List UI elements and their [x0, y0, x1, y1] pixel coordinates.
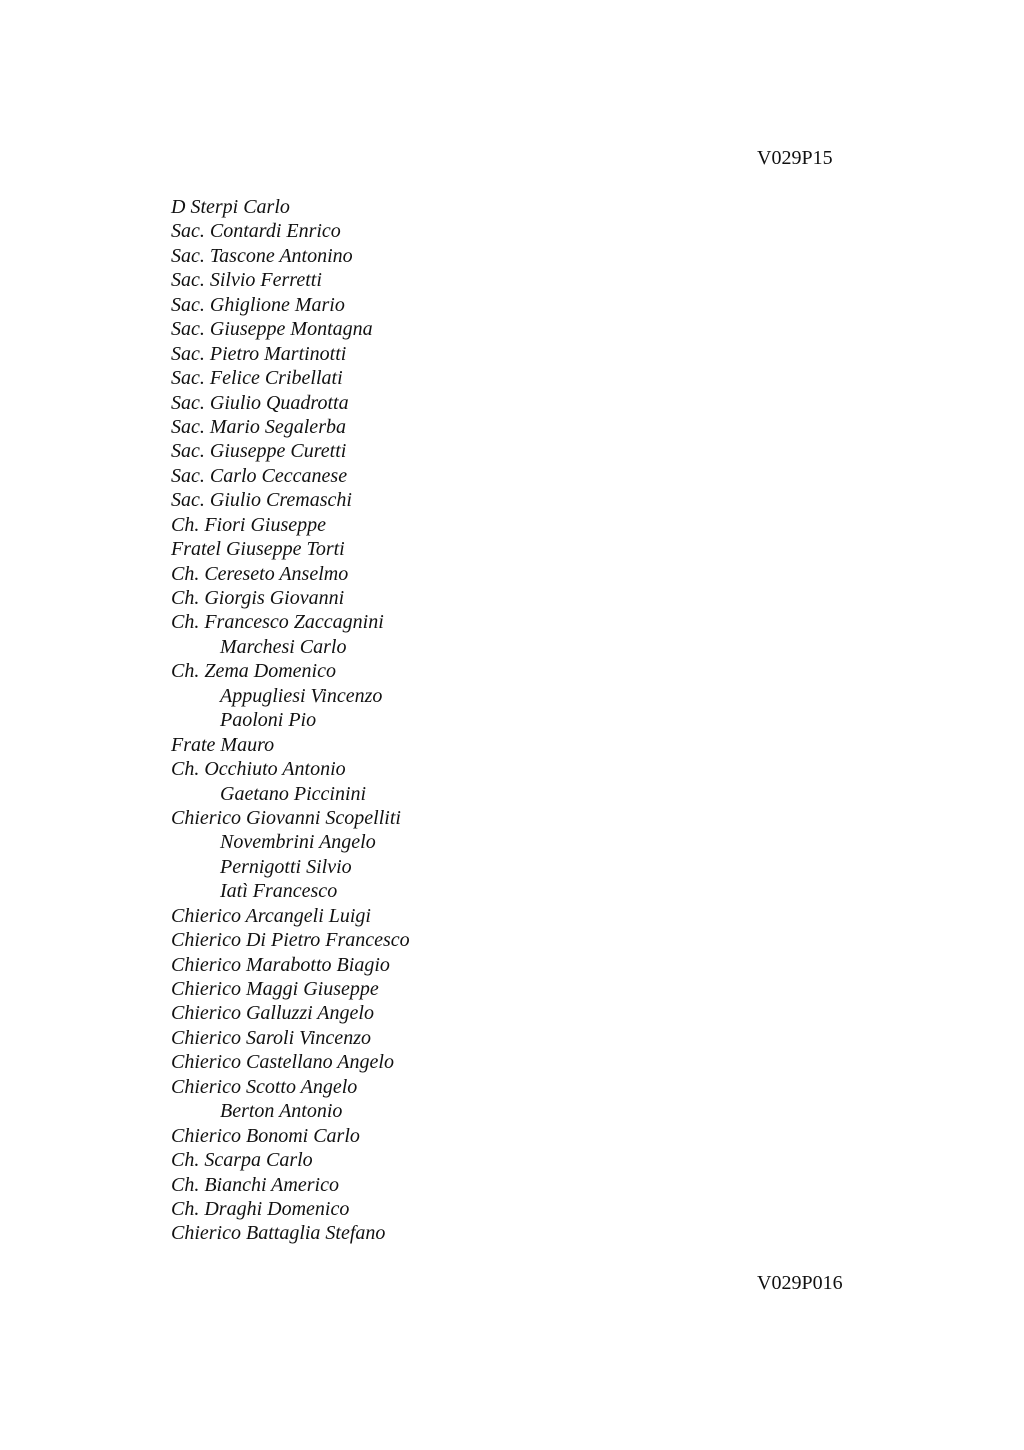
name-list	[171, 195, 410, 1246]
list-item: Chierico Battaglia Stefano	[171, 1222, 386, 1245]
list-item: Sac. Giuseppe Montagna	[171, 318, 373, 341]
page-code-bottom: V029P016	[757, 1272, 843, 1294]
list-item-indented: Gaetano Piccinini	[220, 782, 367, 805]
list-item: Ch. Occhiuto Antonio	[171, 758, 346, 781]
list-item: Chierico Galluzzi Angelo	[171, 1002, 374, 1025]
list-item: Chierico Saroli Vincenzo	[171, 1026, 371, 1049]
list-item: Ch. Francesco Zaccagnini	[171, 611, 384, 634]
list-item: Chierico Di Pietro Francesco	[171, 929, 410, 952]
list-item: Chierico Castellano Angelo	[171, 1051, 394, 1074]
list-item: Chierico Arcangeli Luigi	[171, 904, 371, 927]
list-item: Ch. Fiori Giuseppe	[171, 513, 326, 536]
list-item: Fratel Giuseppe Torti	[171, 538, 345, 561]
list-item: Chierico Maggi Giuseppe	[171, 978, 379, 1000]
list-item: Sac. Ghiglione Mario	[171, 293, 345, 316]
list-item: Chierico Bonomi Carlo	[171, 1124, 360, 1147]
list-item: Sac. Giulio Cremaschi	[171, 489, 352, 512]
list-item: Chierico Scotto Angelo	[171, 1075, 358, 1098]
list-item: Sac. Carlo Ceccanese	[171, 464, 348, 487]
list-item: Sac. Giuseppe Curetti	[171, 440, 347, 463]
list-item-indented: Paoloni Pio	[220, 709, 317, 732]
list-item: Sac. Mario Segalerba	[171, 415, 346, 438]
list-item: Ch. Draghi Domenico	[171, 1197, 350, 1220]
list-item: Ch. Giorgis Giovanni	[171, 587, 345, 609]
list-item: Frate Mauro	[171, 733, 275, 756]
list-item: Chierico Giovanni Scopelliti	[171, 806, 401, 829]
list-item: Sac. Pietro Martinotti	[171, 342, 347, 365]
list-item: Ch. Cereseto Anselmo	[171, 562, 349, 585]
list-item-indented: Pernigotti Silvio	[220, 855, 352, 878]
list-item: Sac. Giulio Quadrotta	[171, 391, 349, 414]
list-item: Ch. Zema Domenico	[171, 660, 336, 683]
page-code-top: V029P15	[757, 147, 833, 169]
list-item: Sac. Contardi Enrico	[171, 220, 341, 243]
list-item: Ch. Bianchi Americo	[171, 1173, 339, 1196]
list-item-indented: Novembrini Angelo	[220, 831, 376, 854]
list-item: D Sterpi Carlo	[171, 196, 290, 218]
list-item-indented: Appugliesi Vincenzo	[220, 684, 383, 707]
list-item: Chierico Marabotto Biagio	[171, 953, 390, 976]
list-item: Sac. Felice Cribellati	[171, 367, 343, 390]
list-item: Sac. Silvio Ferretti	[171, 269, 322, 292]
list-item: Ch. Scarpa Carlo	[171, 1149, 313, 1172]
list-item-indented: Iatì Francesco	[220, 880, 338, 903]
list-item: Sac. Tascone Antonino	[171, 244, 353, 267]
list-item-indented: Berton Antonio	[220, 1100, 343, 1123]
list-item-indented: Marchesi Carlo	[220, 635, 347, 658]
